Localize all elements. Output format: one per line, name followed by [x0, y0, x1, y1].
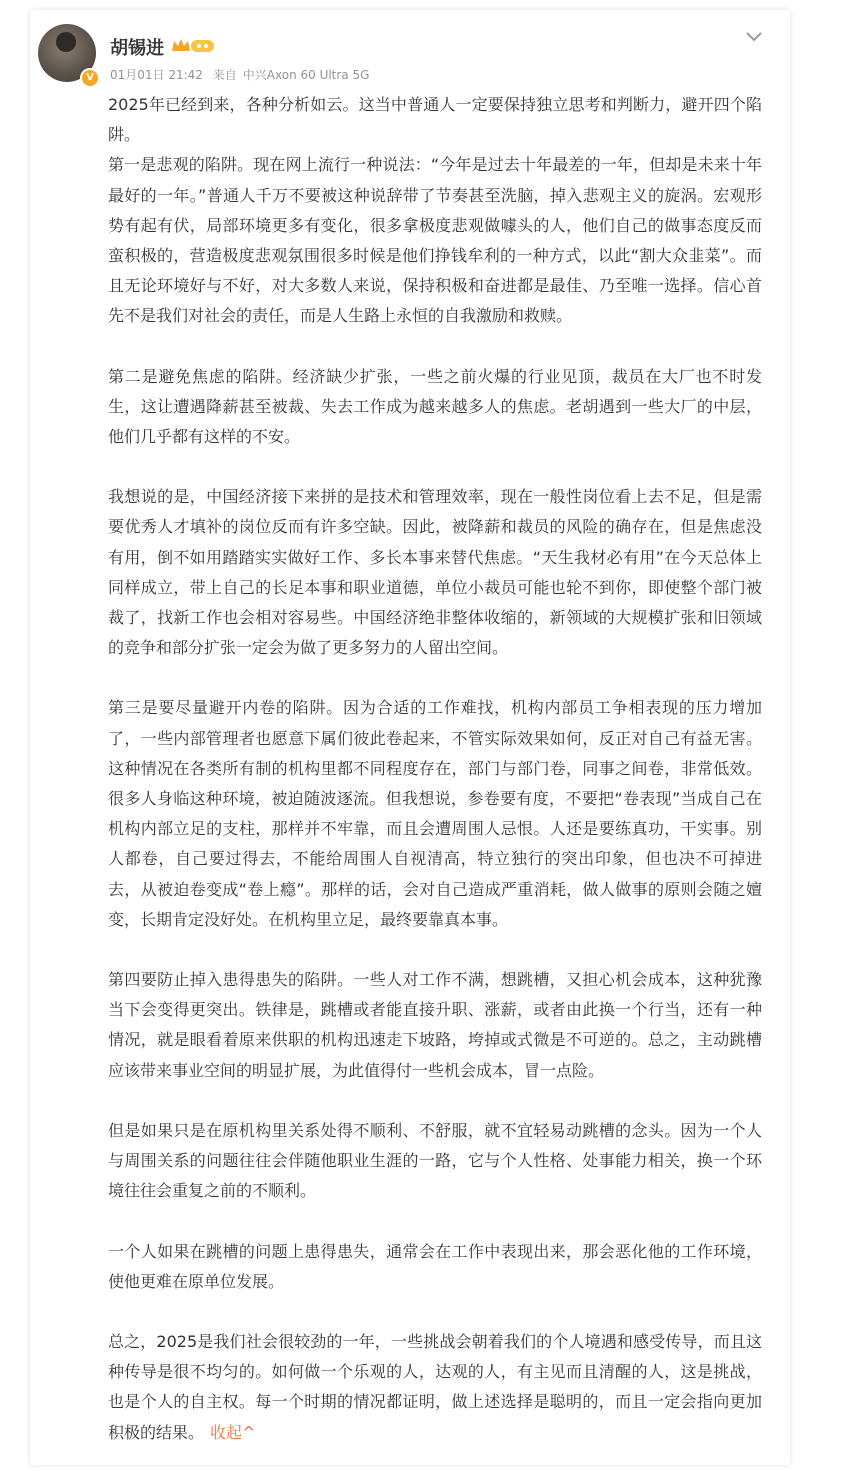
- author-name[interactable]: 胡锡进: [110, 38, 164, 59]
- paragraph-anxiety: 第二是避免焦虑的陷阱。经济缺少扩张，一些之前火爆的行业见顶，裁员在大厂也不时发生，这让遭遇降薪甚至被裁、失去工作成为越来越多人的焦虑。老胡遇到一些大厂的中层，他们几乎都有这样的不安。: [108, 366, 762, 447]
- paragraph-intro: 2025年已经到来，各种分析如云。这当中普通人一定要保持独立思考和判断力，避开四个陷阱。: [108, 95, 762, 145]
- paragraph-hesitation: 一个人如果在跳槽的问题上患得患失，通常会在工作中表现出来，那会恶化他的工作环境，使他更难在原单位发展。: [108, 1241, 762, 1291]
- conclusion-text: 总之，2025是我们社会很较劲的一年，一些挑战会朝着我们的个人境遇和感受传导，而且这种传导是很不均匀的。如何做一个乐观的人，达观的人，有主见而且清醒的人，这是挑战，也是个人的自主权。每一个时期的情况都证明，做上述选择是聪明的，而且一定会指向更加积极的结果。: [108, 1331, 762, 1442]
- paragraph-gap: [108, 935, 762, 965]
- post-content: [108, 90, 762, 1448]
- paragraph-gap: [108, 1207, 762, 1237]
- paragraph-gap: [108, 452, 762, 482]
- paragraph-gap: [108, 1086, 762, 1116]
- device-name: 中兴Axon 60 Ultra 5G: [242, 68, 370, 82]
- crown-vip-icon[interactable]: [170, 36, 216, 56]
- chevron-down-icon[interactable]: [742, 24, 766, 48]
- collapse-link[interactable]: 收起^: [210, 1422, 256, 1442]
- source-prefix: 来自: [212, 68, 237, 82]
- post-date[interactable]: 01月01日 21:42: [110, 68, 203, 82]
- paragraph-gap: [108, 1297, 762, 1327]
- paragraph-pessimism: 第一是悲观的陷阱。现在网上流行一种说法：“今年是过去十年最差的一年，但却是未来十年最好的一年。”普通人千万不要被这种说辞带了节奏甚至洗脑，掉入悲观主义的旋涡。宏观形势有起有伏，局部环境更多有变化，很多拿极度悲观做噱头的人，他们自己的做事态度反而蛮积极的，营造极度悲观氛围很多时候是他们挣钱牟利的一种方式，以此“割大众韭菜”。而且无论环境好与不好，对大多数人来说，保持积极和奋进都是最佳、乃至唯一选择。信心首先不是我们对社会的责任，而是人生路上永恒的自我激励和救赎。: [108, 155, 762, 326]
- paragraph-job-hopping: 第四要防止掉入患得患失的陷阱。一些人对工作不满，想跳槽，又担心机会成本，这种犹豫当下会变得更突出。铁律是，跳槽或者能直接升职、涨薪，或者由此换一个行当，还有一种情况，就是眼看着原来供职的机构迅速走下坡路，垮掉或式微是不可逆的。总之，主动跳槽应该带来事业空间的明显扩展，为此值得付一些机会成本，冒一点险。: [108, 970, 762, 1080]
- paragraph-involution: 第三是要尽量避开内卷的陷阱。因为合适的工作难找，机构内部员工争相表现的压力增加了，一些内部管理者也愿意下属们彼此卷起来，不管实际效果如何，反正对自己有益无害。这种情况在各类所有制的机构里都不同程度存在，部门与部门卷，同事之间卷，非常低效。很多人身临这种环境，被迫随波逐流。但我想说，参卷要有度，不要把“卷表现”当成自己在机构内部立足的支柱，那样并不牢靠，而且会遭周围人忌恨。人还是要练真功，干实事。别人都卷，自己要过得去，不能给周围人自视清高，特立独行的突出印象，但也决不可掉进去，从被迫卷变成“卷上瘾”。那样的话，会对自己造成严重消耗，做人做事的原则会随之嬗变，长期肯定没好处。在机构里立足，最终要靠真本事。: [108, 698, 762, 929]
- paragraph-conclusion: [108, 1327, 762, 1448]
- paragraph-opinion: 我想说的是，中国经济接下来拼的是技术和管理效率，现在一般性岗位看上去不足，但是需要优秀人才填补的岗位反而有许多空缺。因此，被降薪和裁员的风险的确存在，但是焦虑没有用，倒不如用踏踏实实做好工作、多长本事来替代焦虑。“天生我材必有用”在今天总体上同样成立，带上自己的长足本事和职业道德，单位小裁员可能也轮不到你，即使整个部门被裁了，找新工作也会相对容易些。中国经济绝非整体收缩的，新领域的大规模扩张和旧领域的竞争和部分扩张一定会为做了更多努力的人留出空间。: [108, 487, 762, 658]
- paragraph-relations: 但是如果只是在原机构里关系处得不顺利、不舒服，就不宜轻易动跳槽的念头。因为一个人与周围关系的问题往往会伴随他职业生涯的一路，它与个人性格、处事能力相关，换一个环境往往会重复之前的不顺利。: [108, 1120, 762, 1201]
- paragraph-gap: [108, 663, 762, 693]
- paragraph-gap: [108, 332, 762, 362]
- weibo-post-card: [30, 10, 790, 1465]
- verified-badge-icon: V: [80, 68, 100, 88]
- post-meta: [110, 66, 375, 83]
